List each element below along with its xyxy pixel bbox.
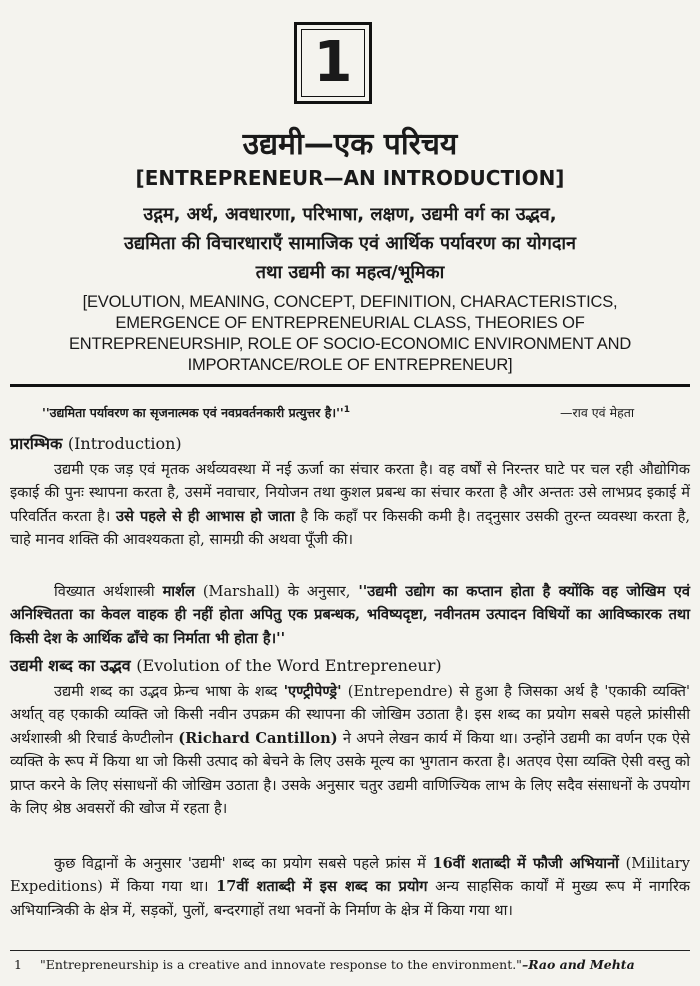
footnote-number: 1 [14,957,22,972]
footnote-author: –Rao and Mehta [521,957,635,972]
text-run: कुछ विद्वानों के अनुसार 'उद्यमी' शब्द का प्रयोग सबसे पहले फ्रांस में [54,855,433,872]
text-run: (Marshall) के अनुसार, [194,583,359,600]
subtopics-hindi-line: तथा उद्यमी का महत्व/भूमिका [255,262,445,283]
emphasis-text: मार्शल [162,583,195,600]
footnote-divider [10,950,690,951]
subtopics-english-line: ENTREPRENEURSHIP, ROLE OF SOCIO-ECONOMIC ENVIRONMENT AND [68,335,632,353]
emphasis-text: 16वीं शताब्दी में फौजी अभियानों [432,855,619,872]
epigraph-author: —राव एवं मेहता [560,405,635,420]
text-run: ने अपने लेखन कार्य में किया था। उन्होंने उद्यमी का वर्णन एक ऐसे व्यक्ति के रूप में किया था जो किसी उत्पाद को बेचने के लिए उसके मूल्य का भुगतान करता है। अतएव ऐसा व्यक्ति ऐसी वस्तु को प्राप्त करने के लिए संसाधनों की जोखिम उठाता है। उसके अनुसार चतुर उद्यमी वाणिज्यिक लाभ के लिए सदैव संसाधनों के उपयोग के लिए श्रेष्ठ अवसरों की खोज में रहता है। [10,729,690,818]
header-divider [10,384,690,387]
evolution-paragraph-1 [10,680,690,820]
emphasis-text: उसे पहले से ही आभास हो जाता [116,507,295,525]
footnote [14,957,690,972]
emphasis-text: 'एण्ट्रीपेण्ड्रे' [283,683,342,700]
chapter-number-box [294,22,372,104]
section-heading-introduction [10,432,182,454]
epigraph-text: ''उद्यमिता पर्यावरण का सृजनात्मक एवं नवप्रवर्तनकारी प्रत्युत्तर है।'' [42,405,344,420]
text-run: (Entrependre) से हुआ है जिसका अर्थ है 'एकाकी व्यक्ति' अर्थात् वह एकाकी व्यक्ति जो किसी नवीन उपक्रम की स्थापना की जोखिम उठाता है। इस शब्द का प्रयोग सबसे पहले फ्रांसीसी अर्थशास्त्री श्री रिचार्ड केण्टीलोन [10,683,690,747]
text-run: अन्य साहसिक कार्यों में मुख्य रूप में नागरिक अभियान्त्रिकी के क्षेत्र में, सड़कों, पुलों, बन्दरगाहों तथा भवनों के निर्माण के क्षेत्र में किया गया था। [10,878,691,919]
epigraph [42,404,602,421]
intro-paragraph-2 [10,580,690,650]
text-run: विख्यात अर्थशास्त्री [54,583,163,600]
subtopics-english-line: [EVOLUTION, MEANING, CONCEPT, DEFINITION, CHARACTERISTICS, [82,293,618,311]
subtopics-hindi [18,200,682,287]
text-run: उद्यमी शब्द का उद्भव फ्रेन्च भाषा के शब्द [54,683,284,700]
section-heading-english: (Evolution of the Word Entrepreneur) [136,656,442,675]
emphasis-text: 17वीं शताब्दी में इस शब्द का प्रयोग [216,878,428,896]
text-run: (Military Expeditions) में किया गया था। [10,855,690,896]
intro-paragraph-1 [10,458,690,552]
section-heading-english: (Introduction) [67,434,182,453]
text-run: उद्यमी एक जड़ एवं मृतक अर्थव्यवस्था में नई ऊर्जा का संचार करता है। वह वर्षों से निरन्तर घाटे पर चल रही औद्योगिक इकाई की पुनः स्थापना करता है, उसमें नवाचार, नियोजन तथा कुशल प्रबन्ध का संचार करता है और अन्ततः उसे लाभप्रद इकाई में परिवर्तित करता है। [10,461,690,525]
subtopics-english [14,292,686,376]
marshall-quote: ''उद्यमी उद्योग का कप्तान होता है क्योंकि वह जोखिम एवं अनिश्चितता का केवल वाहक ही नहीं होता अपितु एक प्रबन्धक, भविष्यदृष्टा, नवीनतम उत्पादन विधियों का आविष्कारक तथा किसी देश के आर्थिक ढाँचे का निर्माता भी होता है।'' [10,583,690,647]
evolution-paragraph-2 [10,852,690,922]
epigraph-footnote-ref: 1 [343,404,351,415]
footnote-text: "Entrepreneurship is a creative and innovate response to the environment." [40,957,522,972]
subtopics-hindi-line: उद्गम, अर्थ, अवधारणा, परिभाषा, लक्षण, उद्यमी वर्ग का उद्भव, [143,204,557,225]
section-heading-evolution [10,654,442,676]
section-heading-hindi: उद्यमी शब्द का उद्भव [10,656,131,675]
section-heading-hindi: प्रारम्भिक [10,434,63,453]
chapter-title-hindi: उद्यमी—एक परिचय [242,127,458,162]
text-run: है कि कहाँ पर किसकी कमी है। तद्नुसार उसकी तुरन्त व्यवस्था करता है, चाहे मानव शक्ति की आवश्यकता हो, सामग्री की अथवा पूँजी की। [10,507,690,549]
chapter-number: 1 [313,30,353,95]
emphasis-text: (Richard Cantillon) [178,729,338,747]
subtopics-hindi-line: उद्यमिता की विचारधाराएँ सामाजिक एवं आर्थिक पर्यावरण का योगदान [123,233,577,254]
subtopics-english-line: EMERGENCE OF ENTREPRENEURIAL CLASS, THEORIES OF [115,314,585,332]
subtopics-english-line: IMPORTANCE/ROLE OF ENTREPRENEUR] [187,356,513,374]
chapter-title-english: [ENTREPRENEUR—AN INTRODUCTION] [135,166,565,190]
